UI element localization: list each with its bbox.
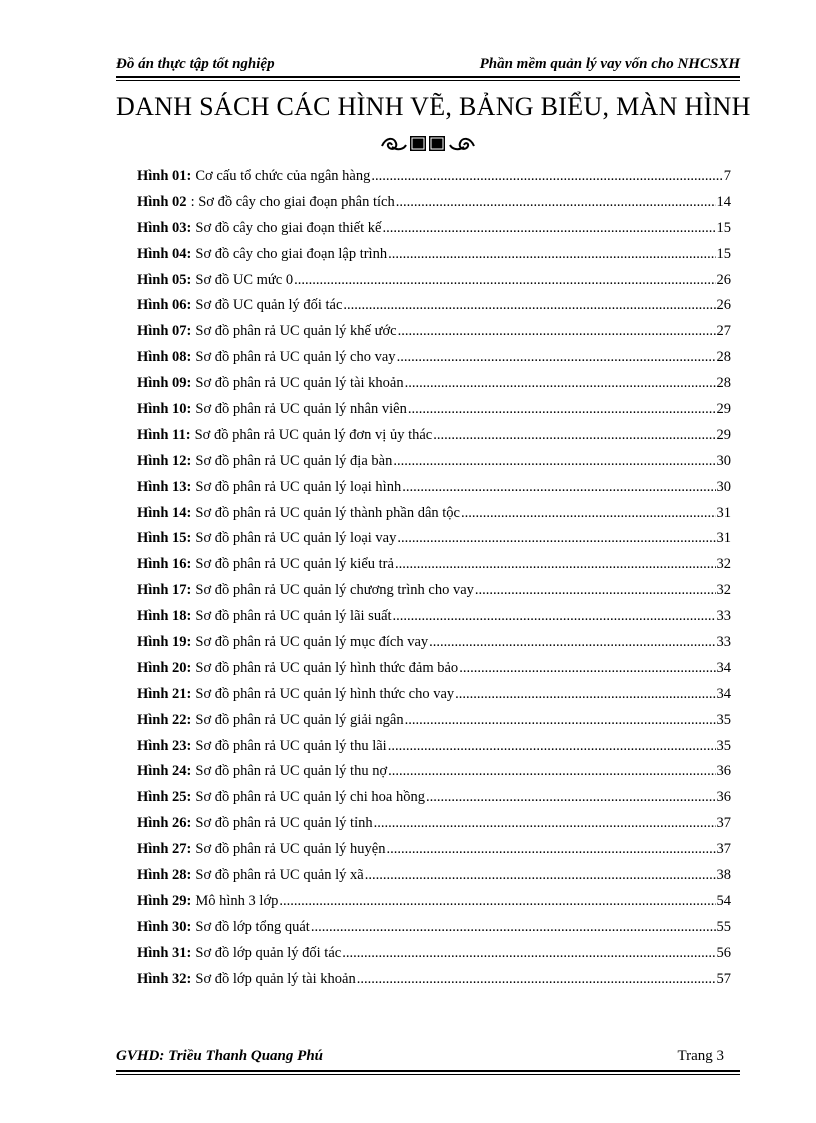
footer-supervisor: GVHD: Triều Thanh Quang Phú: [116, 1048, 323, 1064]
figure-page-number: 32: [716, 556, 731, 573]
figure-label: Hình 17:: [137, 582, 192, 599]
figure-label: Hình 18:: [137, 608, 192, 625]
figure-label: Hình 25:: [137, 789, 192, 806]
figure-page-number: 55: [716, 918, 731, 935]
figure-page-number: 34: [716, 685, 731, 702]
dot-leader: [393, 608, 716, 625]
figure-title: Sơ đồ phân rả UC quản lý nhân viên: [195, 401, 407, 418]
list-item: [137, 479, 731, 505]
figure-title: Sơ đồ phân rả UC quản lý cho vay: [195, 349, 396, 366]
figure-page-number: 33: [716, 608, 731, 625]
figure-label: Hình 04:: [137, 245, 192, 262]
figure-title: Sơ đồ cây cho giai đoạn lập trình: [195, 245, 388, 262]
list-item: [137, 349, 731, 375]
list-item: [137, 401, 731, 427]
header-right-text: Phần mềm quản lý vay vốn cho NHCSXH: [479, 56, 740, 72]
page-number: Trang 3: [677, 1048, 724, 1064]
figure-page-number: 35: [716, 737, 731, 754]
figure-title: Sơ đồ phân rả UC quản lý xã: [195, 867, 364, 884]
dot-leader: [405, 375, 716, 392]
figure-title: Sơ đồ phân rả UC quản lý loại hình: [195, 478, 402, 495]
dot-leader: [342, 945, 715, 962]
list-item: [137, 841, 731, 867]
list-item: [137, 168, 731, 194]
list-item: [137, 246, 731, 272]
figure-page-number: 32: [716, 582, 731, 599]
figure-title: Sơ đồ UC mức 0: [195, 271, 294, 288]
list-item: [137, 272, 731, 298]
figure-label: Hình 10:: [137, 401, 192, 418]
figure-page-number: 7: [723, 168, 731, 184]
figure-page-number: 26: [716, 297, 731, 314]
figure-label: Hình 14:: [137, 504, 192, 521]
dot-leader: [371, 168, 722, 185]
dot-leader: [382, 220, 715, 237]
footer-rule-thin: [116, 1074, 740, 1075]
header-left-text: Đồ án thực tập tốt nghiệp: [116, 56, 275, 72]
dot-leader: [388, 738, 716, 755]
figure-title: Sơ đồ phân rả UC quản lý lãi suất: [195, 608, 392, 625]
figure-label: Hình 01:: [137, 168, 192, 184]
list-item: [137, 375, 731, 401]
figure-page-number: 27: [716, 323, 731, 340]
figure-title: Sơ đồ phân rả UC quản lý chương trình cho vay: [195, 582, 474, 599]
figure-title: Sơ đồ phân rả UC quản lý thu lãi: [195, 737, 387, 754]
footer-rule: [116, 1070, 740, 1072]
figure-title: Sơ đồ phân rả UC quản lý hình thức đảm bảo: [195, 659, 459, 676]
figure-page-number: 26: [716, 271, 731, 288]
dot-leader: [459, 660, 715, 677]
figure-page-number: 30: [716, 478, 731, 495]
dot-leader: [343, 297, 715, 314]
figure-page-number: 31: [716, 504, 731, 521]
figure-label: Hình 09:: [137, 375, 192, 392]
list-item: [137, 530, 731, 556]
figure-label: Hình 30:: [137, 918, 192, 935]
dot-leader: [374, 815, 716, 832]
dot-leader: [387, 841, 716, 858]
figure-page-number: 54: [716, 892, 731, 909]
figure-label: Hình 24:: [137, 763, 192, 780]
figure-title: Sơ đồ cây cho giai đoạn thiết kế: [195, 219, 382, 236]
list-item: [137, 453, 731, 479]
figure-label: Hình 05:: [137, 271, 192, 288]
figure-title: Mô hình 3 lớp: [195, 892, 279, 909]
figure-label: Hình 03:: [137, 219, 192, 236]
dot-leader: [396, 194, 716, 211]
figure-page-number: 36: [716, 763, 731, 780]
list-item: [137, 427, 731, 453]
figure-label: Hình 02: [137, 193, 187, 210]
figure-label: Hình 27:: [137, 841, 192, 858]
page-footer: [116, 1048, 740, 1078]
figure-page-number: 36: [716, 789, 731, 806]
figure-title: Sơ đồ phân rả UC quản lý thu nợ: [195, 763, 388, 780]
page-title: DANH SÁCH CÁC HÌNH VẼ, BẢNG BIỂU, MÀN HÌNH: [116, 92, 751, 121]
dot-leader: [408, 401, 716, 418]
figure-title: Sơ đồ phân rả UC quản lý thành phần dân tộc: [195, 504, 460, 521]
dot-leader: [426, 789, 716, 806]
figure-page-number: 35: [716, 711, 731, 728]
figure-title: : Sơ đồ cây cho giai đoạn phân tích: [190, 193, 395, 210]
figure-label: Hình 19:: [137, 634, 192, 651]
dot-leader: [294, 272, 715, 289]
list-item: [137, 194, 731, 220]
list-item: [137, 660, 731, 686]
list-item: [137, 971, 731, 997]
figure-page-number: 28: [716, 349, 731, 366]
dot-leader: [357, 971, 716, 988]
dot-leader: [433, 427, 715, 444]
dot-leader: [397, 530, 715, 547]
dot-leader: [405, 712, 716, 729]
dot-leader: [311, 919, 716, 936]
list-item: [137, 220, 731, 246]
figure-title: Sơ đồ phân rả UC quản lý kiểu trả: [195, 556, 394, 573]
figure-label: Hình 22:: [137, 711, 192, 728]
dot-leader: [398, 323, 716, 340]
figure-label: Hình 21:: [137, 685, 192, 702]
figure-title: Sơ đồ phân rả UC quản lý địa bàn: [195, 452, 393, 469]
figure-page-number: 15: [716, 219, 731, 236]
figure-label: Hình 29:: [137, 892, 192, 909]
figure-title: Sơ đồ phân rả UC quản lý mục đích vay: [195, 634, 429, 651]
list-item: [137, 815, 731, 841]
figure-label: Hình 06:: [137, 297, 192, 314]
list-item: [137, 763, 731, 789]
list-item: [137, 608, 731, 634]
figure-page-number: 56: [716, 944, 731, 961]
figure-page-number: 30: [716, 452, 731, 469]
figure-label: Hình 31:: [137, 944, 192, 961]
header-rule-thin: [116, 80, 740, 81]
figure-label: Hình 26:: [137, 815, 192, 832]
list-item: [137, 323, 731, 349]
figure-page-number: 57: [716, 970, 731, 987]
figure-page-number: 33: [716, 634, 731, 651]
figure-label: Hình 20:: [137, 659, 192, 676]
figure-title: Sơ đồ lớp quản lý tài khoản: [195, 970, 356, 987]
dot-leader: [388, 246, 715, 263]
figure-title: Sơ đồ phân rả UC quản lý giải ngân: [195, 711, 404, 728]
list-item: [137, 867, 731, 893]
figure-label: Hình 32:: [137, 970, 192, 987]
dot-leader: [279, 893, 715, 910]
list-item: [137, 686, 731, 712]
dot-leader: [475, 582, 716, 599]
figure-title: Sơ đồ phân rả UC quản lý chi hoa hồng: [195, 789, 425, 806]
figure-label: Hình 28:: [137, 867, 192, 884]
header-rule: [116, 76, 740, 78]
figure-page-number: 15: [716, 245, 731, 262]
figure-list: [137, 168, 731, 997]
figure-label: Hình 08:: [137, 349, 192, 366]
list-item: [137, 738, 731, 764]
figure-title: Sơ đồ phân rả UC quản lý tài khoản: [195, 375, 404, 392]
figure-title: Sơ đồ phân rả UC quản lý khế ước: [195, 323, 397, 340]
dot-leader: [393, 453, 715, 470]
dot-leader: [461, 505, 716, 522]
figure-label: Hình 11:: [137, 426, 191, 443]
figure-label: Hình 15:: [137, 530, 192, 547]
dot-leader: [397, 349, 716, 366]
figure-title: Sơ đồ phân rả UC quản lý đơn vị ủy thác: [194, 426, 433, 443]
dot-leader: [365, 867, 716, 884]
list-item: [137, 919, 731, 945]
figure-label: Hình 07:: [137, 323, 192, 340]
list-item: [137, 556, 731, 582]
figure-title: Sơ đồ phân rả UC quản lý loại vay: [195, 530, 397, 547]
figure-page-number: 14: [716, 193, 731, 210]
figure-page-number: 34: [716, 659, 731, 676]
figure-title: Sơ đồ phân rả UC quản lý huyện: [195, 841, 386, 858]
page-header: [116, 56, 740, 76]
figure-label: Hình 13:: [137, 478, 192, 495]
figure-title: Cơ cấu tổ chức của ngân hàng: [195, 168, 371, 184]
list-item: [137, 297, 731, 323]
dot-leader: [429, 634, 715, 651]
figure-page-number: 29: [716, 401, 731, 418]
dot-leader: [455, 686, 715, 703]
dot-leader: [388, 763, 715, 780]
figure-title: Sơ đồ phân rả UC quản lý hình thức cho vay: [195, 685, 455, 702]
figure-label: Hình 12:: [137, 452, 192, 469]
list-item: [137, 582, 731, 608]
figure-title: Sơ đồ phân rả UC quản lý tỉnh: [195, 815, 373, 832]
list-item: [137, 712, 731, 738]
figure-label: Hình 16:: [137, 556, 192, 573]
list-item: [137, 789, 731, 815]
figure-page-number: 37: [716, 841, 731, 858]
dot-leader: [395, 556, 716, 573]
dot-leader: [402, 479, 715, 496]
figure-title: Sơ đồ lớp tổng quát: [195, 918, 310, 935]
list-item: [137, 945, 731, 971]
figure-label: Hình 23:: [137, 737, 192, 754]
list-item: [137, 893, 731, 919]
figure-page-number: 31: [716, 530, 731, 547]
list-item: [137, 634, 731, 660]
figure-page-number: 28: [716, 375, 731, 392]
list-item: [137, 505, 731, 531]
book-scroll-ornament-icon: [378, 133, 478, 155]
figure-title: Sơ đồ UC quản lý đối tác: [195, 297, 343, 314]
figure-title: Sơ đồ lớp quản lý đối tác: [195, 944, 342, 961]
figure-page-number: 29: [716, 426, 731, 443]
figure-page-number: 37: [716, 815, 731, 832]
figure-page-number: 38: [716, 867, 731, 884]
